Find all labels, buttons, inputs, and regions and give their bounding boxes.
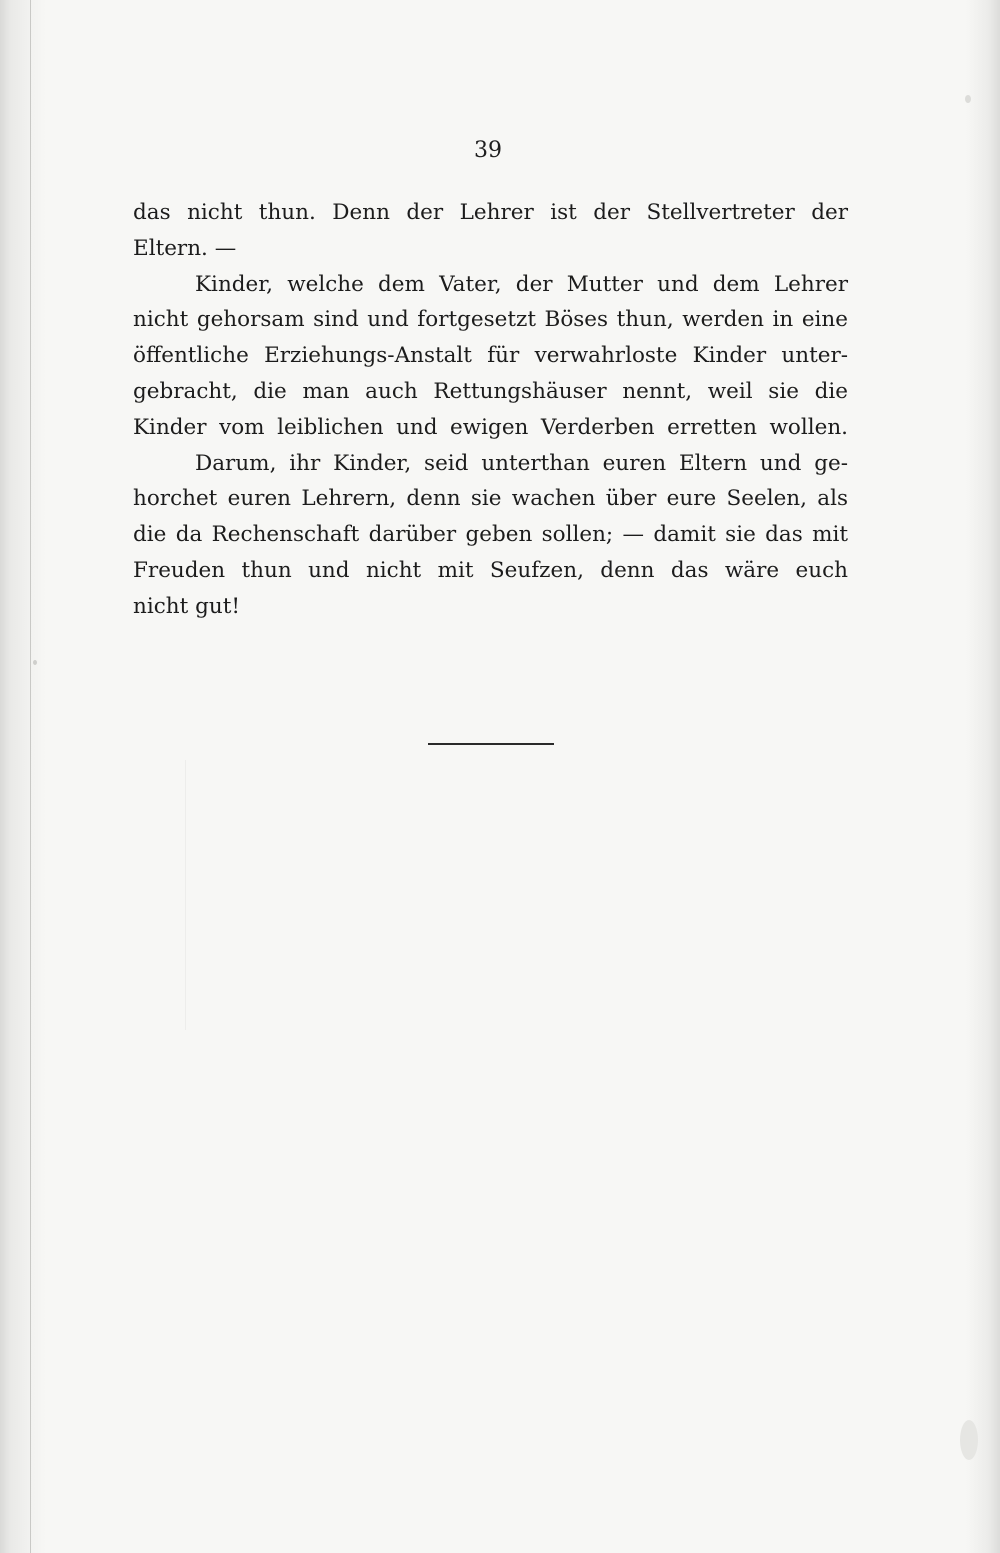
- text-line: Darum, ihr Kinder, seid unterthan euren Eltern und ge-: [195, 450, 848, 476]
- paper-speck: [965, 95, 971, 103]
- body-text: [133, 195, 848, 625]
- text-line: Kinder, welche dem Vater, der Mutter und dem Lehrer: [195, 271, 848, 297]
- text-line: das nicht thun. Denn der Lehrer ist der Stellvertreter der: [133, 200, 848, 225]
- text-line: Eltern. —: [133, 235, 237, 261]
- text-line: Kinder vom leiblichen und ewigen Verderben erretten wollen.: [133, 414, 848, 440]
- binding-edge-shadow: [0, 0, 46, 1553]
- text-line: öffentliche Erziehungs-Anstalt für verwahrloste Kinder unter-: [133, 343, 848, 369]
- paper-speck: [960, 1420, 978, 1460]
- text-line: Freuden thun und nicht mit Seufzen, denn das wäre euch: [133, 557, 848, 583]
- paper-speck: [33, 660, 37, 665]
- text-line: gebracht, die man auch Rettungshäuser nennt, weil sie die: [133, 378, 848, 404]
- binding-line: [30, 0, 31, 1553]
- end-rule: [428, 743, 554, 745]
- show-through-mark: [185, 760, 186, 1030]
- page-number: 39: [474, 138, 502, 163]
- page-edge-shadow: [966, 0, 1000, 1553]
- text-line: die da Rechenschaft darüber geben sollen; — damit sie das mit: [133, 522, 848, 548]
- text-line: nicht gut!: [133, 593, 240, 619]
- text-line: nicht gehorsam sind und fortgesetzt Böses thun, werden in eine: [133, 307, 848, 333]
- text-line: horchet euren Lehrern, denn sie wachen über eure Seelen, als: [133, 486, 848, 512]
